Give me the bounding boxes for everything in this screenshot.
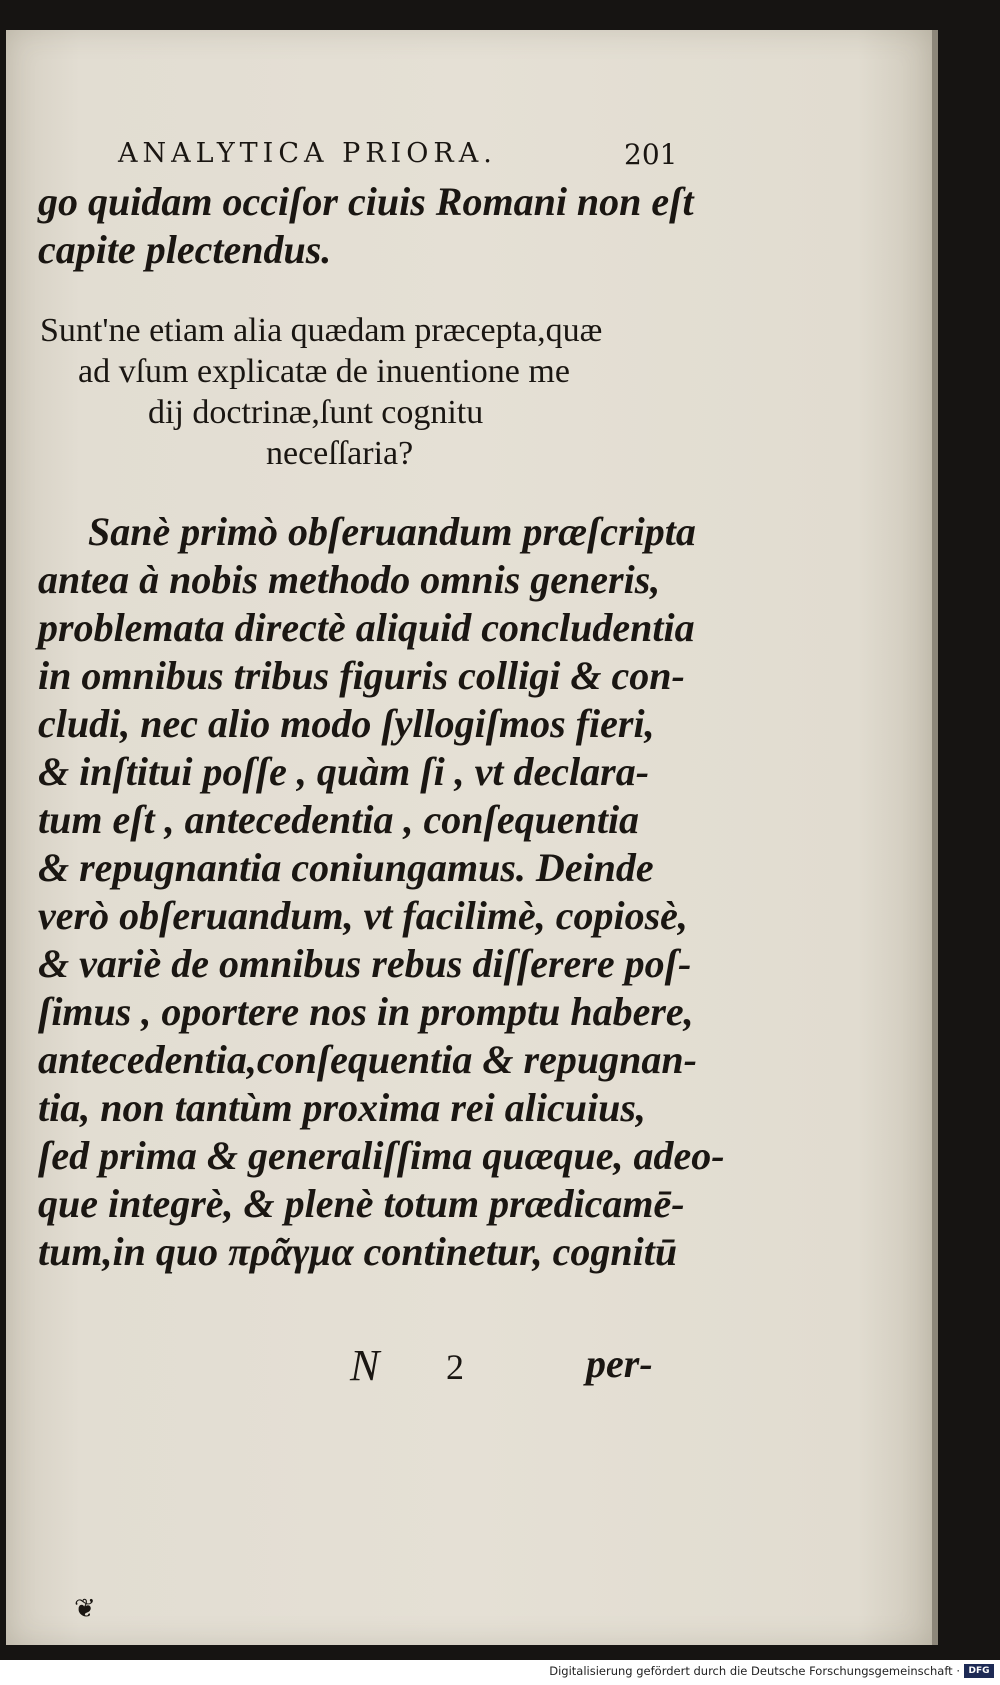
signature-number: 2 [446, 1347, 464, 1387]
body-line-1: Sanè primò obſeruandum præſcripta [88, 509, 696, 554]
body-line-12: antecedentia,conſequentia & repugnan- [38, 1037, 697, 1082]
body-line-5: cludi, nec alio modo ſyllogiſmos fieri, [38, 701, 655, 746]
page-edge [932, 30, 938, 1645]
question-line-3: dij doctrinæ,ſunt cognitu [148, 394, 484, 431]
running-head: ANALYTICA PRIORA. [118, 138, 497, 169]
question-line-2: ad vſum explicatæ de inuentione me [78, 353, 570, 390]
question-line-4: neceſſaria? [266, 435, 414, 472]
question-line-1: Sunt'ne etiam alia quædam præcepta,quæ [40, 312, 603, 349]
body-line-8: & repugnantia coniungamus. Deinde [38, 845, 654, 890]
body-line-3: problemata directè aliquid concludentia [38, 605, 695, 650]
body-line-9: verò obſeruandum, vt facilimè, copiosè, [38, 893, 688, 938]
body-line-10: & variè de omnibus rebus diſſerere poſ- [38, 941, 692, 986]
page-number: 201 [624, 138, 678, 171]
footer-ornament: ❦ [74, 1594, 96, 1624]
body-line-4: in omnibus tribus figuris colligi & con- [38, 653, 685, 698]
catchword: per- [586, 1341, 653, 1386]
top-line-1: go quidam occiſor ciuis Romani non eſt [38, 179, 694, 224]
body-line-14: ſed prima & generaliſſima quæque, adeo- [38, 1133, 725, 1178]
body-line-6: & inſtitui poſſe , quàm ſi , vt declara- [38, 749, 650, 794]
body-line-11: ſimus , oportere nos in promptu habere, [38, 989, 694, 1034]
credit-text: Digitalisierung gefördert durch die Deutsche Forschungsgemeinschaft · [549, 1664, 960, 1678]
credit-bar [0, 1660, 1000, 1685]
body-line-13: tia, non tantùm proxima rei alicuius, [38, 1085, 646, 1130]
body-line-15: que integrè, & plenè totum prædicamē- [38, 1181, 685, 1226]
body-line-16: tum,in quo πρᾶγμα continetur, cognitū [38, 1229, 678, 1274]
body-line-2: antea à nobis methodo omnis generis, [38, 557, 661, 602]
signature-mark: N [350, 1341, 380, 1390]
body-line-7: tum eſt , antecedentia , conſequentia [38, 797, 640, 842]
top-line-2: capite plectendus. [38, 227, 332, 272]
dfg-logo-icon: DFG [964, 1664, 994, 1678]
